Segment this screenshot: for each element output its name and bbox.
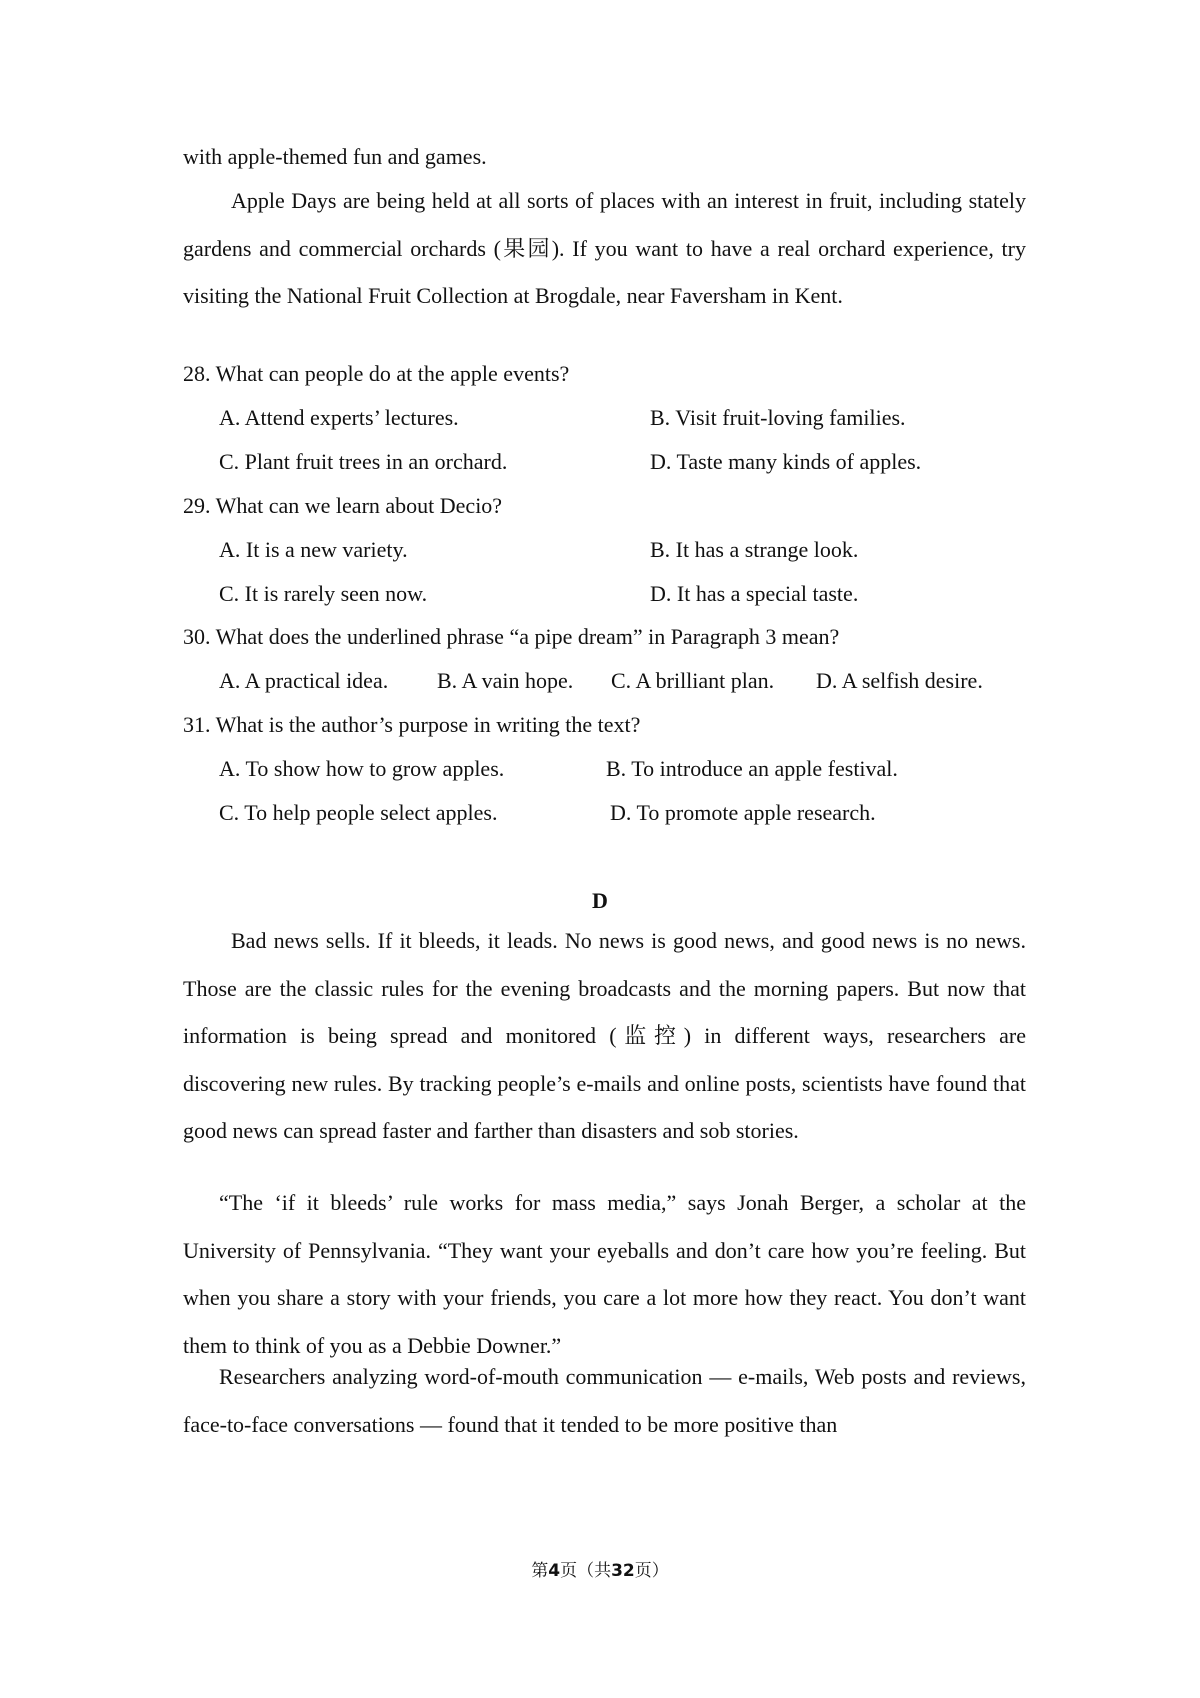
question-28-option-c: C. Plant fruit trees in an orchard.	[219, 449, 508, 474]
question-28-option-b: B. Visit fruit-loving families.	[650, 405, 906, 430]
question-30-option-a: A. A practical idea.	[219, 668, 389, 693]
question-28-stem: 28. What can people do at the apple events?	[183, 361, 570, 386]
question-30-stem: 30. What does the underlined phrase “a pipe dream” in Paragraph 3 mean?	[183, 624, 840, 649]
question-31-option-b: B. To introduce an apple festival.	[606, 756, 898, 781]
footer-post: 页）	[634, 1561, 669, 1581]
question-29-stem: 29. What can we learn about Decio?	[183, 493, 503, 518]
question-29-option-c: C. It is rarely seen now.	[219, 581, 428, 606]
question-31-stem: 31. What is the author’s purpose in writing the text?	[183, 712, 641, 737]
question-30-option-d: D. A selfish desire.	[816, 668, 983, 693]
section-d-paragraph-1: Bad news sells. If it bleeds, it leads. No news is good news, and good news is no news. Those are the classic rules for the evening broadcasts and the morning papers. But now that information is being spread and monitored (监控) in different ways, researchers are discovering new rules. By tracking people’s e-mails and online posts, scientists have found that good news can spread faster and farther than disasters and sob stories.	[183, 928, 1026, 1143]
page-footer	[0, 1556, 1200, 1581]
question-30-option-b: B. A vain hope.	[437, 668, 574, 693]
section-d-paragraph-3: Researchers analyzing word-of-mouth communication — e-mails, Web posts and reviews, face-to-face conversations — found that it tended to be more positive than	[183, 1364, 1026, 1437]
question-29-option-b: B. It has a strange look.	[650, 537, 859, 562]
footer-pre: 第	[531, 1561, 549, 1581]
question-29-option-d: D. It has a special taste.	[650, 581, 859, 606]
question-31-option-c: C. To help people select apples.	[219, 800, 498, 825]
section-d-heading: D	[592, 888, 608, 913]
passage-c-paragraph-tail: with apple-themed fun and games.	[183, 144, 487, 169]
question-28-option-d: D. Taste many kinds of apples.	[650, 449, 922, 474]
question-31-option-d: D. To promote apple research.	[610, 800, 876, 825]
section-d-paragraph-2: “The ‘if it bleeds’ rule works for mass media,” says Jonah Berger, a scholar at the University of Pennsylvania. “They want your eyeballs and don’t care how you’re feeling. But when you share a story with your friends, you care a lot more how they react. You don’t want them to think of you as a Debbie Downer.”	[183, 1190, 1026, 1358]
question-29-option-a: A. It is a new variety.	[219, 537, 408, 562]
footer-total-pages: 32	[611, 1561, 635, 1581]
question-31-option-a: A. To show how to grow apples.	[219, 756, 505, 781]
question-28-option-a: A. Attend experts’ lectures.	[219, 405, 459, 430]
footer-page-number: 4	[548, 1561, 561, 1581]
question-30-option-c: C. A brilliant plan.	[611, 668, 775, 693]
footer-mid: 页（共	[560, 1561, 612, 1581]
passage-c-paragraph-apple-days: Apple Days are being held at all sorts of places with an interest in fruit, including stately gardens and commercial orchards (果园). If you want to have a real orchard experience, try visiting the National Fruit Collection at Brogdale, near Faversham in Kent.	[183, 188, 1026, 308]
